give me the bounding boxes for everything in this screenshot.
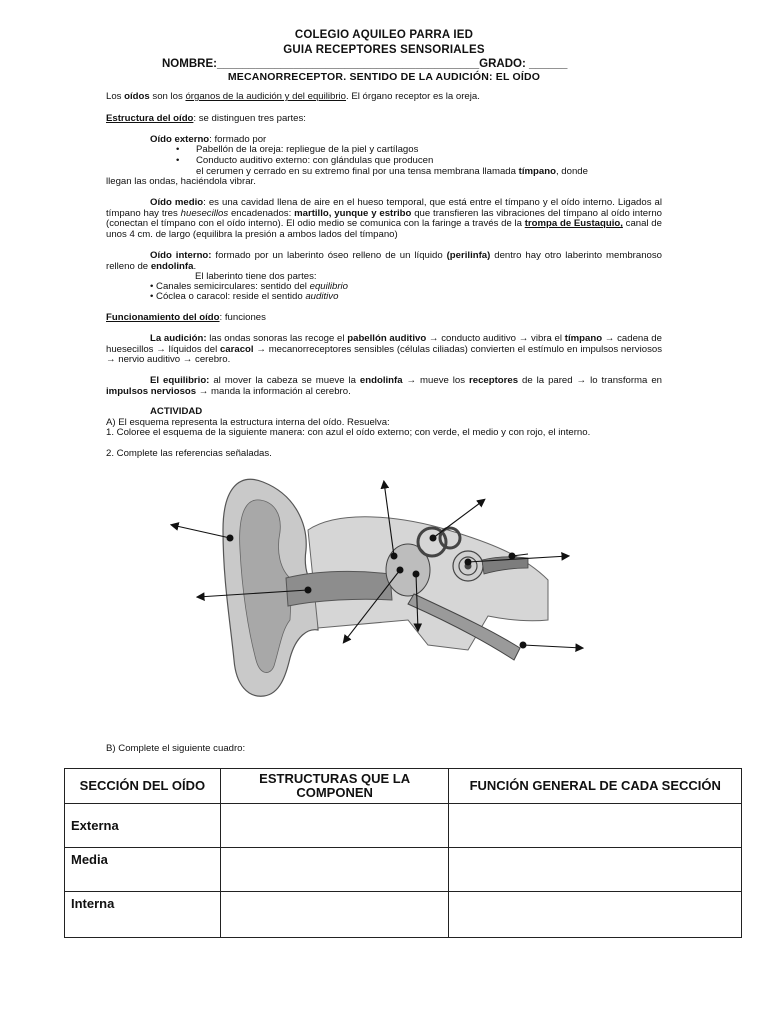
row-label-media: Media: [65, 848, 221, 892]
audicion-paragraph: La audición: las ondas sonoras las recoge el pabellón auditivo → conducto auditivo → vibra el tímpano → cadena de huesecillos → líquidos del caracol → mecanorreceptores sensibles (células ciliadas) convierten el estímulo en impulsos nerviosos → nervio auditivo → cerebro.: [106, 333, 662, 366]
cell-funcion-media[interactable]: [449, 848, 742, 892]
cell-estructuras-media[interactable]: [220, 848, 449, 892]
guide-title: GUIA RECEPTORES SENSORIALES: [283, 44, 485, 56]
table-row: [65, 892, 742, 938]
table-row: [65, 848, 742, 892]
header-funcion: FUNCIÓN GENERAL DE CADA SECCIÓN: [449, 769, 742, 804]
table-row: [65, 804, 742, 848]
equilibrio-paragraph: El equilibrio: al mover la cabeza se mueve la endolinfa → mueve los receptores de la pared → lo transforma en impulsos nerviosos → manda la información al cerebro.: [106, 375, 662, 397]
coclea: • Cóclea o caracol: reside el sentido auditivo: [150, 291, 339, 302]
actividad-title: ACTIVIDAD: [150, 406, 203, 417]
actividad-a: A) El esquema representa la estructura interna del oído. Resuelva:: [106, 417, 390, 428]
canales-semicirculares: • Canales semicirculares: sentido del equilibrio: [150, 281, 349, 292]
header-seccion: SECCIÓN DEL OÍDO: [65, 769, 221, 804]
ear-sections-table: [64, 768, 742, 938]
ear-diagram: [168, 470, 588, 700]
section-b-instruction: B) Complete el siguiente cuadro:: [106, 743, 246, 754]
bullet-pabellon-text: Pabellón de la oreja: repliegue de la piel y cartílagos: [196, 144, 419, 155]
cell-estructuras-externa[interactable]: [220, 804, 449, 848]
bullet-conducto: •: [176, 155, 180, 166]
name-grade-line: NOMBRE:_________________________________________GRADO: ______: [162, 58, 568, 70]
table-header-row: [65, 769, 742, 804]
funcionamiento-heading: Funcionamiento del oído: funciones: [106, 312, 266, 323]
conducto-continuation: el cerumen y cerrado en su extremo final por una tensa membrana llamada tímpano, donde: [196, 166, 588, 177]
laberinto-partes: El laberinto tiene dos partes:: [195, 271, 317, 282]
cell-funcion-interna[interactable]: [449, 892, 742, 938]
cell-estructuras-interna[interactable]: [220, 892, 449, 938]
row-label-interna: Interna: [65, 892, 221, 938]
bullet-pabellon: •: [176, 144, 180, 155]
row-label-externa: Externa: [65, 804, 221, 848]
oido-interno-paragraph: Oído interno: formado por un laberinto óseo relleno de un líquido (perilinfa) dentro hay otro laberinto membranoso relleno de endolinfa.: [106, 250, 662, 272]
oido-externo-title: Oído externo: formado por: [150, 134, 267, 145]
oido-medio-paragraph: Oído medio: es una cavidad llena de aire en el hueso temporal, que está entre el tímpano y el oído interno. Ligados al tímpano hay tres huesecillos encadenados: martillo, yunque y estribo que transfieren las vibraciones del tímpano al oído interno (conectan el tímpano con el oído interno). El odio medio se comunica con la faringe a través de la trompa de Eustaquio, canal de unos 4 cm. de largo (equilibra la presión a ambos lados del tímpano): [106, 197, 663, 240]
school-name: COLEGIO AQUILEO PARRA IED: [294, 29, 474, 41]
conducto-continuation-2: llegan las ondas, haciéndola vibrar.: [106, 176, 256, 187]
actividad-item-2: 2. Complete las referencias señaladas.: [106, 448, 272, 459]
actividad-item-1: 1. Coloree el esquema de la siguiente manera: con azul el oído externo; con verde, el medio y con rojo, el interno.: [106, 427, 591, 438]
page-subtitle: MECANORRECEPTOR. SENTIDO DE LA AUDICIÓN: EL OÍDO: [227, 71, 541, 83]
intro-paragraph: Los oídos son los órganos de la audición y del equilibrio. El órgano receptor es la oreja.: [106, 91, 480, 102]
estructura-heading: Estructura del oído: se distinguen tres partes:: [106, 113, 306, 124]
header-estructuras: ESTRUCTURAS QUE LA COMPONEN: [220, 769, 449, 804]
cell-funcion-externa[interactable]: [449, 804, 742, 848]
bullet-conducto-text: Conducto auditivo externo: con glándulas que producen: [196, 155, 434, 166]
